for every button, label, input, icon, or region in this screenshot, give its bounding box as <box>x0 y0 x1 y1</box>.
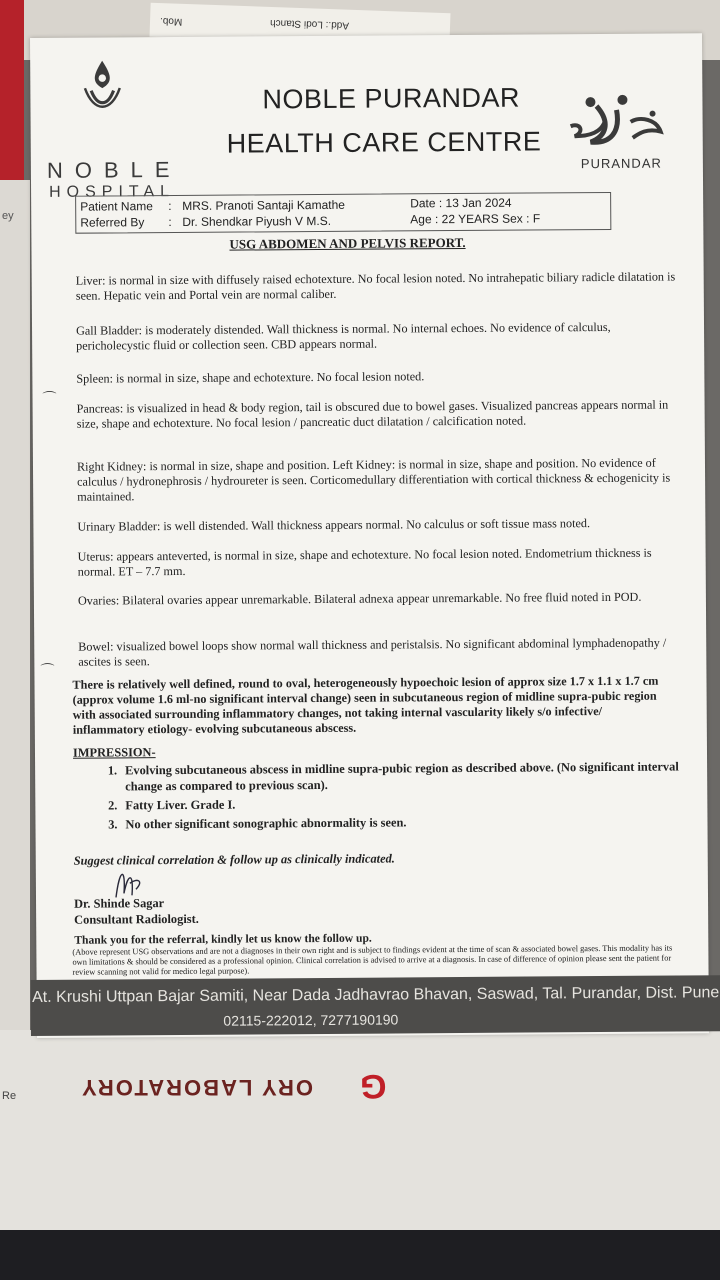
impression-item <box>73 758 683 794</box>
section-bowel <box>78 635 678 669</box>
logo-purandar-text: PURANDAR <box>580 155 662 172</box>
disclaimer: (Above represent USG observations and are not a diagnoses in their own right and is subject to findings evident at the time of scan & associated bowel gases. This modality has its own limitations & should be considered as a professional opinion. Clinical correlation is advised to arrive at a diagnosis. In case of difference of opinion please sent the patient for review scanning not valid for medico legal purpose). <box>72 943 673 977</box>
footer-address: At. Krushi Uttpan Bajar Samiti, Near Dada Jadhavrao Bhavan, Saswad, Tal. Purandar, Dist. Pune <box>32 984 720 1007</box>
section-liver <box>76 269 676 303</box>
handwritten-tick-mark: ⌒ <box>40 663 55 679</box>
centre-name-line1: NOBLE PURANDAR <box>262 82 521 115</box>
thanks-note: Thank you for the referral, kindly let us know the follow up. <box>74 931 372 947</box>
section-uterus <box>78 545 678 579</box>
report-title: USG ABDOMEN AND PELVIS REPORT. <box>229 234 466 252</box>
patient-info-box <box>75 192 611 234</box>
drop-logo-icon <box>80 59 124 115</box>
section-label: Pancreas: <box>76 401 124 416</box>
section-text: is well distended. Wall thickness appears normal. No calculus or soft tissue mass noted. <box>160 516 591 534</box>
section-text: visualized bowel loops show normal wall thickness and peristalsis. No significant abdominal lymphadenopathy / ascites is seen. <box>78 635 667 669</box>
section-label: Gall Bladder: <box>75 323 143 338</box>
impression-number: 3. <box>108 817 118 832</box>
impression-list <box>73 758 683 832</box>
section-text: appears anteverted, is normal in size, shape and echotexture. No focal lesion noted. Endometrium thickness is normal. ET – 7.7 mm. <box>77 545 652 579</box>
section-label: Spleen: <box>76 371 113 386</box>
separator: : <box>168 199 172 214</box>
handwritten-tick-mark: ⌒ <box>42 391 57 407</box>
impression-title: IMPRESSION- <box>72 745 156 760</box>
background-dark-surface <box>0 1230 720 1280</box>
signature-block <box>74 895 199 928</box>
address-footer <box>31 975 720 1036</box>
section-gall-bladder <box>76 319 676 353</box>
footer-phone: 02115-222012, 7277190190 <box>223 1011 399 1029</box>
section-text: is normal in size, shape and position. Left Kidney: is normal in size, shape and position. No evidence of calculus / hydronephrosis / hydroureter is seen. Corticomedullary differentiation with cortical thickness & echogenicity is maintained. <box>77 455 671 504</box>
referred-by-value: Dr. Shendkar Piyush V M.S. <box>182 213 332 229</box>
patient-age-sex: Age : 22 YEARS Sex : F <box>410 211 541 227</box>
background-red-edge <box>0 0 24 200</box>
section-spleen <box>76 367 676 386</box>
logo-hospital-text: HOSPITAL <box>49 182 176 201</box>
background-left-paper <box>0 180 30 1080</box>
patient-name-value: MRS. Pranoti Santaji Kamathe <box>182 197 345 213</box>
lesion-finding: There is relatively well defined, round to oval, heterogeneously hypoechoic lesion of approx size 1.7 x 1.1 x 1.7 cm (approx volume 1.6 ml-no significant interval change) seen in subcutaneous region of midline supra-pubic region with associated surrounding inflammatory changes, not taking internal vascularity likely s/o infective/ inflammatory etiology- evolving subcutaneous abscess. <box>72 673 659 737</box>
impression-text: No other significant sonographic abnormality is seen. <box>125 815 407 832</box>
background-note-text-2: Mob. <box>159 15 183 27</box>
separator: : <box>168 215 172 230</box>
doctor-name: Dr. Shinde Sagar <box>73 896 165 911</box>
section-urinary-bladder <box>77 515 677 534</box>
noble-hospital-logo <box>40 59 201 200</box>
referred-by-row <box>80 214 331 230</box>
background-note-text: Add.: Lodi Stanch <box>269 16 350 31</box>
section-label: Ovaries: <box>77 593 120 608</box>
underlying-side-text-upper: ey <box>2 210 14 222</box>
impression-item <box>73 793 683 813</box>
section-label: Urinary Bladder: <box>77 519 161 534</box>
impression-number: 2. <box>108 798 118 813</box>
section-ovaries <box>78 589 678 608</box>
section-text: is moderately distended. Wall thickness is normal. No internal echoes. No evidence of calculus, pericholecystic fluid or collection seen. CBD appears normal. <box>76 319 611 353</box>
section-text: Bilateral ovaries appear unremarkable. Bilateral adnexa appear unremarkable. No free fluid noted in POD. <box>119 589 642 608</box>
section-kidney <box>77 455 677 504</box>
logo-noble-text: NOBLE <box>46 156 182 183</box>
impression-number: 1. <box>107 763 118 778</box>
clinical-suggestion: Suggest clinical correlation & follow up as clinically indicated. <box>73 851 395 868</box>
section-text: is visualized in head & body region, tail is obscured due to bowel gases. Visualized pancreas appears normal in size, shape and echotexture. No focal lesion / pancreatic duct dilatation / calcification noted. <box>76 397 669 431</box>
section-text: is normal in size, shape and echotexture. No focal lesion noted. <box>112 369 425 386</box>
impression-block <box>73 741 684 835</box>
impression-item <box>73 812 683 832</box>
underlying-red-logo: G <box>360 1067 387 1105</box>
section-label: Liver: <box>75 273 106 288</box>
section-pancreas <box>77 397 677 431</box>
referred-by-label: Referred By <box>80 215 145 230</box>
section-text: is normal in size with diffusely raised echotexture. No focal lesion noted. No intrahepatic biliary radicle dilatation is seen. Hepatic vein and Portal vein are normal caliber. <box>75 269 676 303</box>
section-label: Uterus: <box>77 549 114 564</box>
impression-text: Evolving subcutaneous abscess in midline supra-pubic region as described above. (No significant interval change as compared to previous scan). <box>125 759 679 794</box>
underlying-paper-text: ORY LABORATORY <box>80 1075 313 1100</box>
report-date: Date : 13 Jan 2024 <box>410 195 512 211</box>
letterhead <box>30 33 703 201</box>
section-label: Bowel: <box>78 639 114 654</box>
section-label: Right Kidney: <box>76 459 147 474</box>
doctor-designation: Consultant Radiologist. <box>74 911 199 927</box>
patient-name-label: Patient Name <box>80 199 153 214</box>
underlying-side-text: Re <box>2 1090 17 1102</box>
patient-name-row <box>80 198 345 214</box>
centre-name-line2: HEALTH CARE CENTRE <box>226 126 542 159</box>
impression-text: Fatty Liver. Grade I. <box>125 797 236 813</box>
purandar-emblem-icon <box>560 92 670 153</box>
report-paper <box>30 33 720 1038</box>
purandar-logo <box>560 91 681 182</box>
